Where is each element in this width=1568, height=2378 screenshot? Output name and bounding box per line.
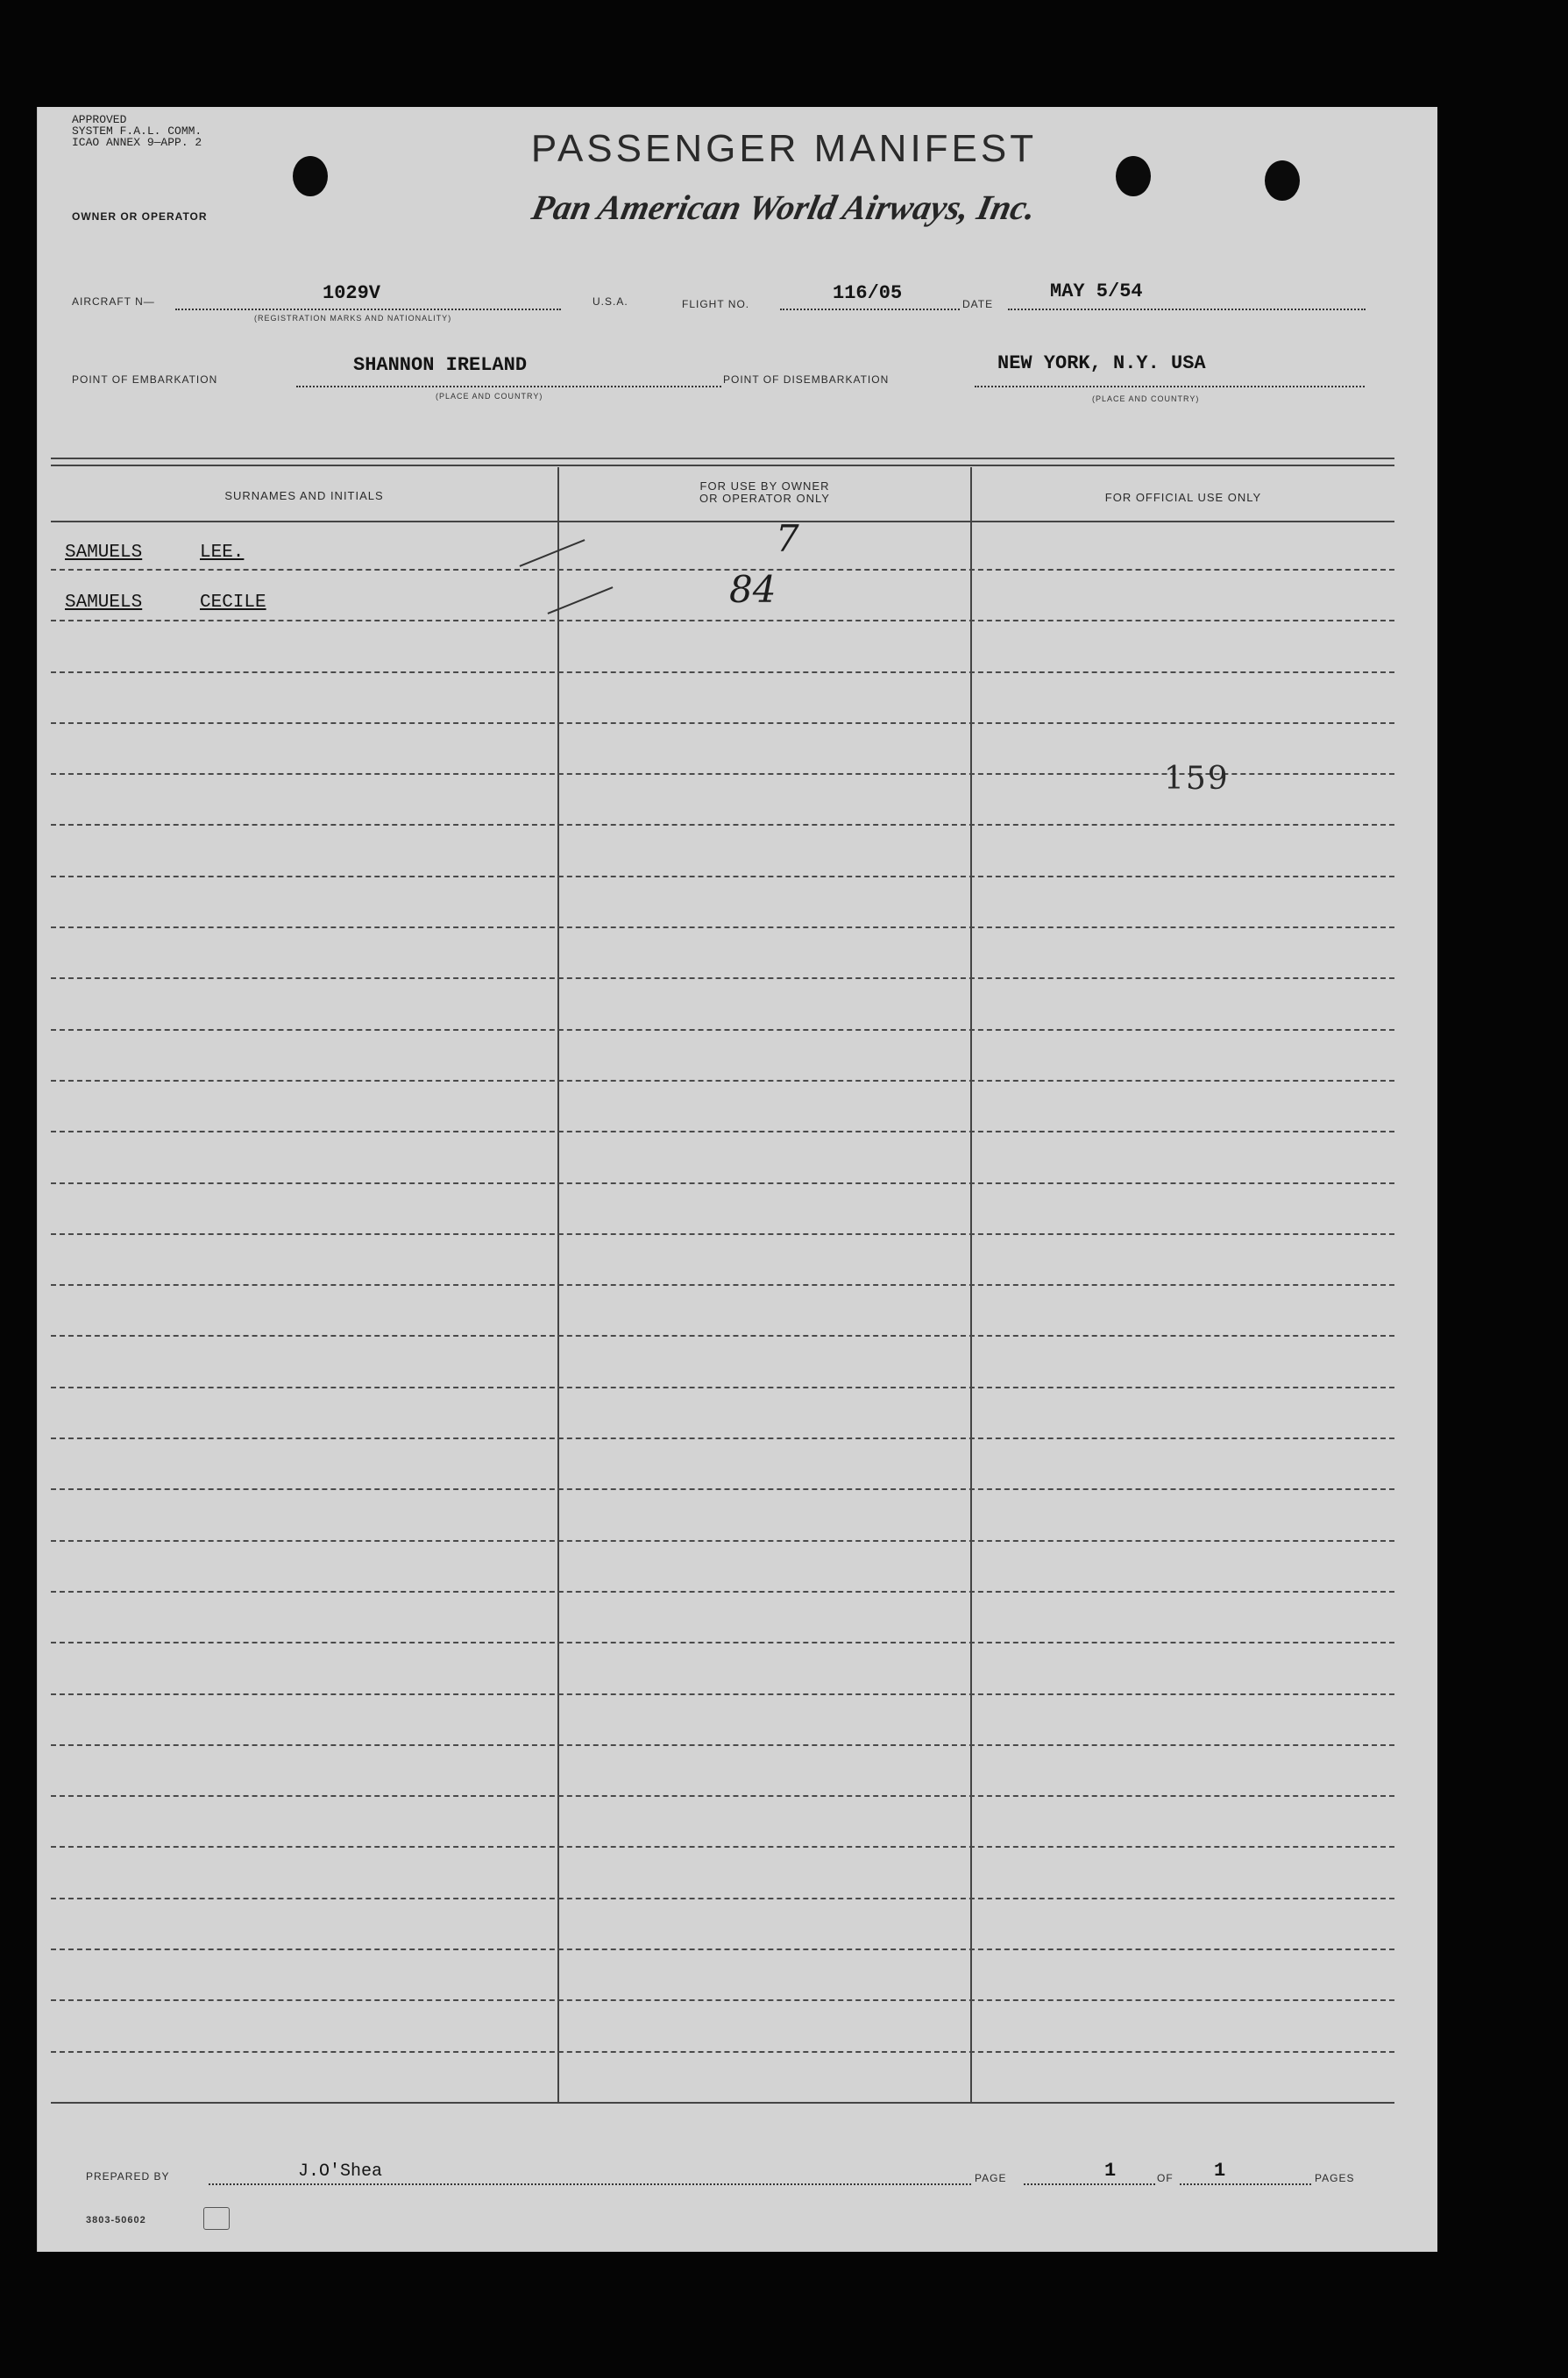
embark-line — [296, 386, 721, 387]
owner-operator-label: OWNER OR OPERATOR — [72, 210, 208, 223]
page-line — [1024, 2183, 1155, 2185]
form-number: 3803-50602 — [86, 2215, 146, 2225]
table-row-rule — [51, 977, 1394, 979]
table-row-rule — [51, 1182, 1394, 1184]
flight-value: 116/05 — [833, 282, 903, 304]
pages-label: PAGES — [1315, 2172, 1355, 2184]
column-header-official-use: FOR OFFICIAL USE ONLY — [1104, 491, 1262, 504]
table-row-rule — [51, 876, 1394, 877]
prepared-by-value: J.O'Shea — [298, 2161, 383, 2182]
date-value: MAY 5/54 — [1050, 280, 1143, 302]
table-row-rule — [51, 671, 1394, 673]
flight-label: FLIGHT NO. — [682, 298, 750, 310]
table-row-rule — [51, 1488, 1394, 1490]
table-row-rule — [51, 1744, 1394, 1746]
table-row-rule — [51, 1846, 1394, 1848]
table-row-rule — [51, 1591, 1394, 1593]
table-row-rule — [51, 1642, 1394, 1643]
table-row-rule — [51, 1795, 1394, 1797]
aircraft-sub: (REGISTRATION MARKS AND NATIONALITY) — [254, 314, 452, 323]
table-top-rule — [51, 458, 1394, 459]
column-header-owner-use-1: FOR USE BY OWNER — [699, 479, 830, 493]
prepared-by-line — [209, 2183, 971, 2185]
table-row-rule — [51, 722, 1394, 724]
passenger-1-surname: SAMUELS — [65, 543, 143, 563]
embark-label: POINT OF EMBARKATION — [72, 373, 218, 386]
approval-note: APPROVED SYSTEM F.A.L. COMM. ICAO ANNEX 9—APP. 2 — [72, 113, 202, 149]
table-row-rule — [51, 1999, 1394, 2001]
table-row-rule — [51, 824, 1394, 826]
table-row-rule — [51, 1949, 1394, 1950]
aircraft-line — [175, 309, 561, 310]
passenger-1-owner-mark: 7 — [776, 517, 799, 560]
embark-sub: (PLACE AND COUNTRY) — [436, 392, 543, 401]
table-row-rule — [51, 2051, 1394, 2053]
table-row-rule — [51, 620, 1394, 621]
column-header-surnames: SURNAMES AND INITIALS — [224, 489, 384, 502]
passenger-2-surname: SAMUELS — [65, 593, 143, 613]
table-row-rule — [51, 1898, 1394, 1899]
table-top-rule-2 — [51, 465, 1394, 466]
date-line — [1008, 309, 1366, 310]
page-label: PAGE — [975, 2172, 1007, 2184]
table-row-rule — [51, 1233, 1394, 1235]
manifest-sheet — [37, 107, 1437, 2252]
printer-mark-icon — [203, 2207, 230, 2230]
usa-label: U.S.A. — [592, 295, 628, 308]
passenger-1-given: LEE. — [200, 543, 245, 563]
table-row-rule — [51, 569, 1394, 571]
page-value: 1 — [1104, 2160, 1117, 2182]
passenger-2-given: CECILE — [200, 593, 266, 613]
table-row-rule — [51, 1131, 1394, 1132]
passenger-2-owner-mark: 84 — [729, 568, 777, 611]
flight-line — [780, 309, 960, 310]
aircraft-value: 1029V — [323, 282, 381, 304]
date-label: DATE — [962, 298, 994, 310]
table-row-rule — [51, 1029, 1394, 1031]
column-header-owner-use-2: OR OPERATOR ONLY — [699, 492, 830, 505]
table-header-rule — [51, 521, 1394, 522]
airline-name: Pan American World Airways, Inc. — [528, 188, 1039, 227]
disembark-sub: (PLACE AND COUNTRY) — [1092, 394, 1200, 403]
disembark-label: POINT OF DISEMBARKATION — [723, 373, 890, 386]
official-stamp-number: 159 — [1164, 761, 1230, 797]
disembark-line — [975, 386, 1365, 387]
of-value: 1 — [1214, 2160, 1226, 2182]
aircraft-label: AIRCRAFT N— — [72, 295, 155, 308]
table-row-rule — [51, 1540, 1394, 1542]
table-row-rule — [51, 1335, 1394, 1337]
disembark-value: NEW YORK, N.Y. USA — [997, 352, 1206, 374]
table-row-rule — [51, 926, 1394, 928]
prepared-by-label: PREPARED BY — [86, 2170, 170, 2183]
table-row-rule — [51, 1437, 1394, 1439]
table-row-rule — [51, 1080, 1394, 1082]
page-title: PASSENGER MANIFEST — [530, 127, 1038, 170]
embark-value: SHANNON IRELAND — [353, 354, 528, 376]
table-row-rule — [51, 1693, 1394, 1695]
of-line — [1180, 2183, 1311, 2185]
table-bottom-rule — [51, 2102, 1394, 2104]
of-label: OF — [1157, 2172, 1174, 2184]
table-row-rule — [51, 1387, 1394, 1388]
table-row-rule — [51, 1284, 1394, 1286]
